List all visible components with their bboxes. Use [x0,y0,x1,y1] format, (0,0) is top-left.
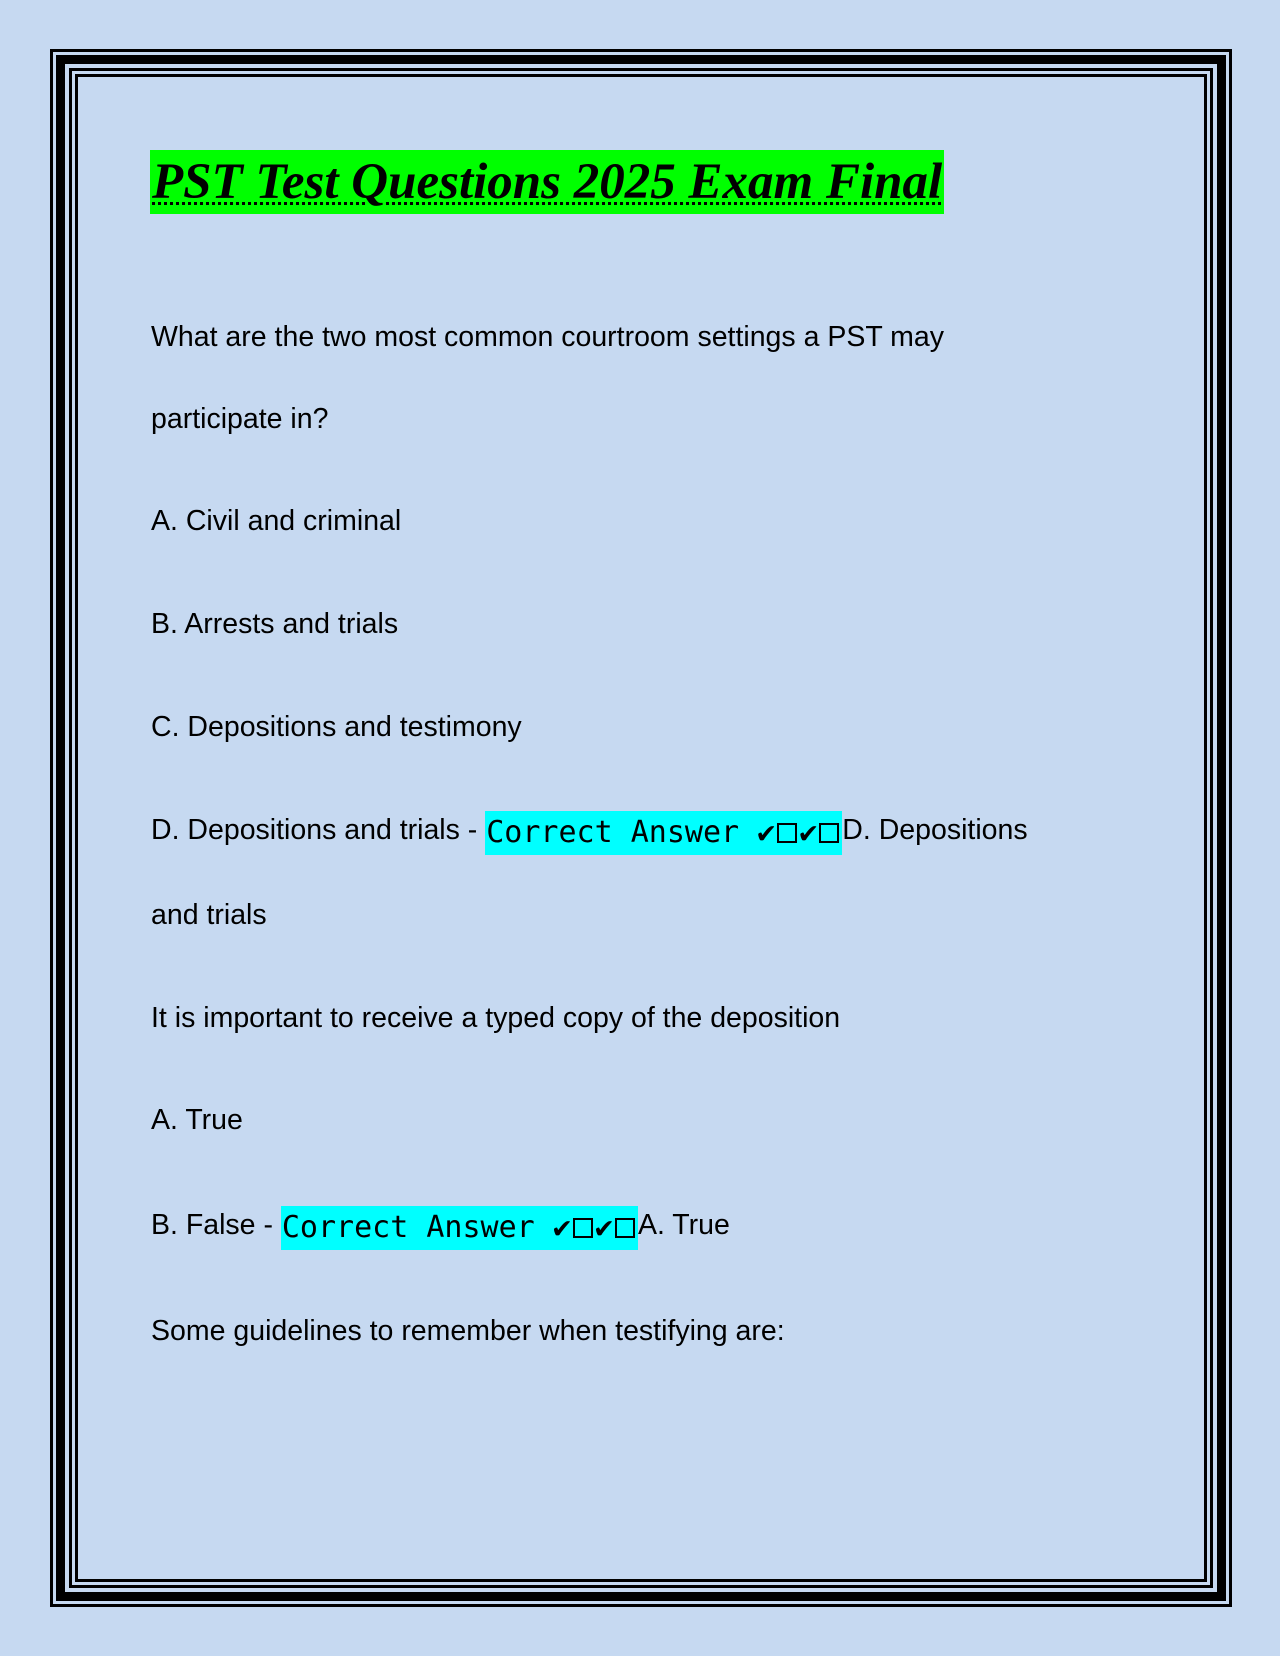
checkbox-icon [615,1218,635,1238]
question-1-answer: D. Depositions [842,814,1028,846]
question-2-option-a: A. True [151,1104,243,1136]
question-2-option-b-row [151,1205,730,1250]
question-1-option-a: A. Civil and criminal [151,505,402,537]
question-1-line-2: participate in? [151,403,329,435]
question-1-option-d-row [151,810,1028,855]
question-1-option-b: B. Arrests and trials [151,608,399,640]
question-1-option-c: C. Depositions and testimony [151,711,522,743]
question-3: Some guidelines to remember when testifying are: [151,1315,785,1347]
correct-answer-label: Correct Answer [281,1210,535,1245]
correct-answer-highlight [281,1206,638,1250]
check-icon: ✔ [799,815,818,850]
question-2: It is important to receive a typed copy of the deposition [151,1002,841,1034]
question-1-line-1: What are the two most common courtroom settings a PST may [151,321,945,353]
check-icon: ✔ [552,1210,571,1245]
question-1-option-d: D. Depositions and trials - [151,814,478,846]
question-2-answer: A. True [637,1209,730,1241]
checkbox-icon [777,823,797,843]
correct-answer-label: Correct Answer [486,815,740,850]
question-1-answer-continued: and trials [151,899,267,931]
correct-answer-highlight [485,811,842,855]
check-icon: ✔ [594,1210,613,1245]
checkbox-icon [819,823,839,843]
checkbox-icon [573,1218,593,1238]
document-title: PST Test Questions 2025 Exam Final [150,150,944,214]
check-icon: ✔ [757,815,776,850]
question-2-option-b: B. False - [151,1209,273,1241]
